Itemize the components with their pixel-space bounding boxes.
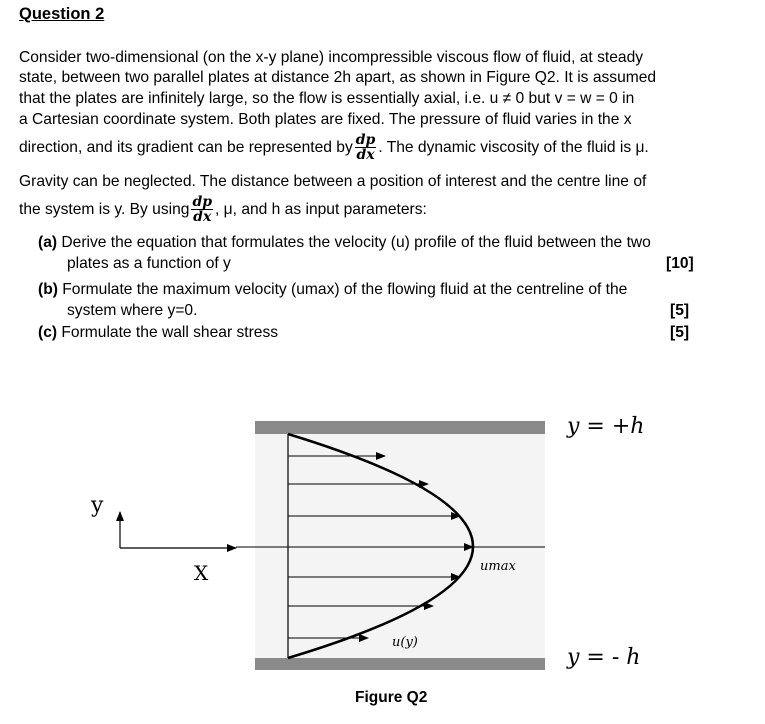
paragraph-line-6: Gravity can be neglected. The distance between a position of interest and the centre line of (19, 173, 647, 190)
question-a-text-line1: Derive the equation that formulates the velocity (u) profile of the fluid between the two (61, 234, 651, 251)
question-c-marks: [5] (670, 324, 690, 341)
paragraph-line-5 (19, 133, 649, 162)
question-a-label: (a) (38, 234, 58, 251)
question-b-text-line1: Formulate the maximum velocity (umax) of the flowing fluid at the centreline of the (62, 281, 628, 298)
uy-label: u(y) (392, 635, 418, 650)
fraction-numerator: dp (355, 132, 376, 148)
question-c-label: (c) (38, 324, 58, 341)
umax-label: umax (480, 559, 516, 574)
line5-text-after: . The dynamic viscosity of the fluid is μ. (378, 139, 649, 156)
fraction-denominator-2: dx (193, 209, 212, 225)
question-b-text-line2: system where y=0. (67, 302, 198, 319)
line7-text-before: the system is y. By using (19, 201, 190, 218)
question-a (38, 232, 651, 253)
line5-text-before: direction, and its gradient can be represented by (19, 139, 353, 156)
question-c (38, 322, 278, 343)
label-y-plus-h: y = +h (567, 414, 645, 439)
figure-caption: Figure Q2 (355, 689, 428, 706)
paragraph-line-3: that the plates are infinitely large, so the flow is essentially axial, i.e. u ≠ 0 but v = w = 0 in (19, 90, 635, 107)
question-b-marks: [5] (670, 302, 690, 319)
pressure-gradient-fraction-2 (191, 195, 213, 224)
figure-q2-diagram (0, 360, 765, 724)
pressure-gradient-fraction (355, 133, 377, 162)
paragraph-line-2: state, between two parallel plates at distance 2h apart, as shown in Figure Q2. It is assumed (19, 69, 657, 86)
figure-background (255, 422, 545, 670)
paragraph-line-7 (19, 195, 427, 224)
fraction-numerator-2: dp (192, 194, 213, 210)
question-c-text: Formulate the wall shear stress (61, 324, 279, 341)
fraction-denominator: dx (356, 147, 375, 163)
bottom-plate (255, 658, 545, 670)
label-y-minus-h: y = - h (567, 645, 641, 670)
question-a-marks: [10] (666, 255, 694, 272)
question-heading: Question 2 (19, 5, 105, 23)
question-b-label: (b) (38, 281, 58, 298)
paragraph-line-1: Consider two-dimensional (on the x-y plane) incompressible viscous flow of fluid, at steady (19, 49, 644, 66)
question-b (38, 279, 627, 300)
top-plate (255, 421, 545, 434)
question-a-text-line2: plates as a function of y (67, 255, 231, 272)
line7-text-after: , μ, and h as input parameters: (215, 201, 427, 218)
axis-y-label: y (91, 493, 104, 518)
axis-x-label: X (194, 561, 209, 585)
paragraph-line-4: a Cartesian coordinate system. Both plates are fixed. The pressure of fluid varies in the x (19, 111, 632, 128)
